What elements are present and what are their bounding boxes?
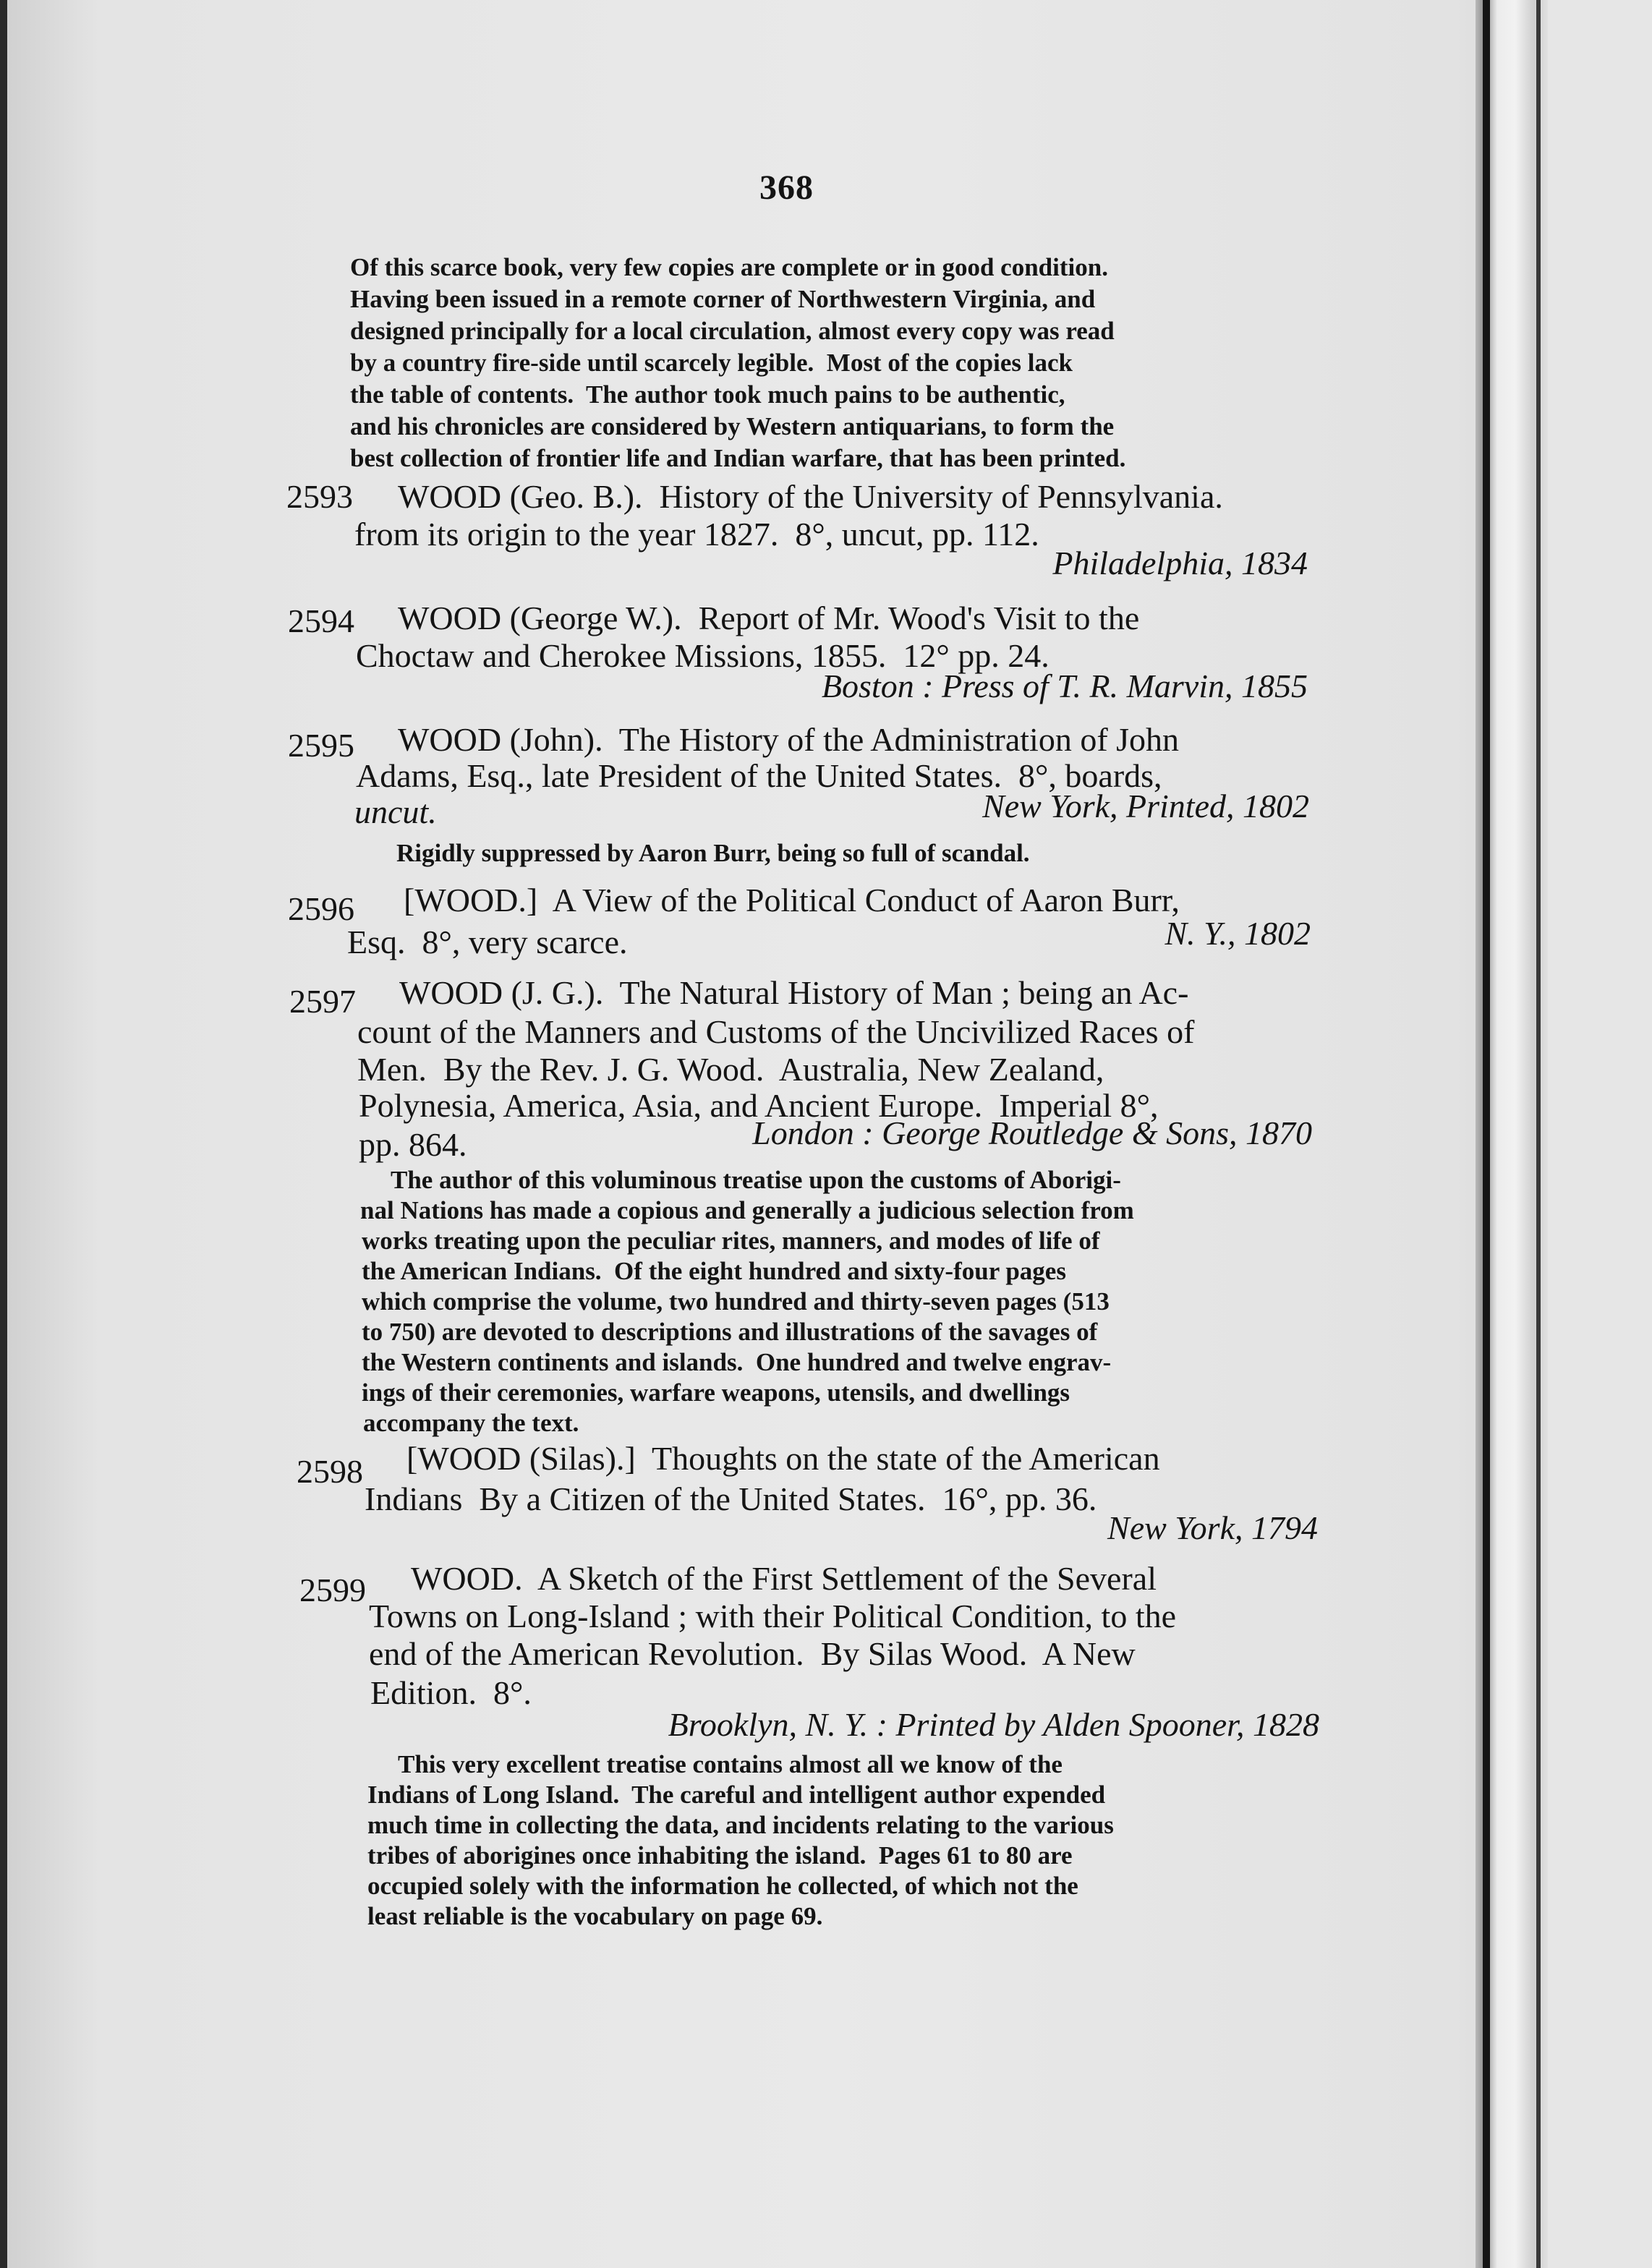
binding-fold-line xyxy=(1483,0,1490,2268)
entry-number: 2596 xyxy=(288,890,354,927)
entry-text-line: count of the Manners and Customs of the Uncivilized Races of xyxy=(357,1013,1195,1050)
entry-number: 2598 xyxy=(297,1453,363,1490)
entry-imprint: New York, Printed, 1802 xyxy=(982,788,1309,824)
entry-text-line: end of the American Revolution. By Silas Wood. A New xyxy=(369,1635,1136,1672)
intro-note-line: Of this scarce book, very few copies are complete or in good condition. xyxy=(350,253,1108,281)
page-edge-left xyxy=(0,0,7,2268)
entry-note-line: the American Indians. Of the eight hundred and sixty-four pages xyxy=(362,1257,1066,1285)
entry-text-line: WOOD. A Sketch of the First Settlement of the Several xyxy=(411,1560,1157,1597)
entry-note-line: Indians of Long Island. The careful and intelligent author expended xyxy=(367,1781,1106,1809)
entry-note-line: nal Nations has made a copious and generally a judicious selection from xyxy=(360,1196,1134,1224)
entry-number: 2594 xyxy=(288,602,354,639)
entry-text-line: WOOD (John). The History of the Administration of John xyxy=(398,721,1180,758)
entry-note-line: occupied solely with the information he collected, of which not the xyxy=(367,1872,1078,1900)
entry-imprint: Philadelphia, 1834 xyxy=(1052,545,1308,581)
entry-text-line: Adams, Esq., late President of the United States. 8°, boards, xyxy=(356,757,1162,794)
entry-note-line: ings of their ceremonies, warfare weapons, utensils, and dwellings xyxy=(362,1378,1070,1407)
entry-imprint: Brooklyn, N. Y. : Printed by Alden Spooner, 1828 xyxy=(668,1706,1319,1743)
entry-number: 2595 xyxy=(288,727,354,764)
entry-note-line: accompany the text. xyxy=(363,1409,579,1437)
entry-note-line: Rigidly suppressed by Aaron Burr, being so full of scandal. xyxy=(396,839,1030,867)
entry-note-line: least reliable is the vocabulary on page 69. xyxy=(367,1902,823,1930)
entry-text-line: Choctaw and Cherokee Missions, 1855. 12° pp. 24. xyxy=(356,637,1049,674)
entry-imprint: Boston : Press of T. R. Marvin, 1855 xyxy=(821,668,1308,704)
entry-note-line: works treating upon the peculiar rites, manners, and modes of life of xyxy=(362,1227,1100,1255)
intro-note-line: the table of contents. The author took much pains to be authentic, xyxy=(350,380,1065,409)
entry-text-line: [WOOD.] A View of the Political Conduct of Aaron Burr, xyxy=(404,882,1180,918)
entry-number: 2597 xyxy=(289,983,356,1020)
entry-note-line: which comprise the volume, two hundred and thirty-seven pages (513 xyxy=(362,1287,1110,1316)
entry-note-line: to 750) are devoted to descriptions and illustrations of the savages of xyxy=(362,1318,1098,1346)
intro-note-line: and his chronicles are considered by Western antiquarians, to form the xyxy=(350,412,1115,440)
intro-note-line: Having been issued in a remote corner of Northwestern Virginia, and xyxy=(350,285,1096,313)
entry-text-line: [WOOD (Silas).] Thoughts on the state of the American xyxy=(406,1440,1160,1477)
entry-text-line: uncut. xyxy=(354,793,437,830)
entry-text-line: WOOD (George W.). Report of Mr. Wood's Visit to the xyxy=(398,600,1140,636)
entry-text-line: from its origin to the year 1827. 8°, uncut, pp. 112. xyxy=(354,516,1039,553)
entry-note-line: much time in collecting the data, and incidents relating to the various xyxy=(367,1811,1114,1839)
entry-number: 2599 xyxy=(299,1572,366,1608)
entry-text-line: Edition. 8°. xyxy=(370,1674,532,1711)
entry-text-line: Towns on Long-Island ; with their Political Condition, to the xyxy=(369,1598,1177,1634)
entry-text-line: WOOD (Geo. B.). History of the University of Pennsylvania. xyxy=(398,478,1223,515)
entry-text-line: Indians By a Citizen of the United States. 16°, pp. 36. xyxy=(365,1480,1097,1517)
intro-note-line: best collection of frontier life and Indian warfare, that has been printed. xyxy=(350,444,1126,472)
entry-imprint: N. Y., 1802 xyxy=(1165,915,1311,952)
entry-text-line: WOOD (J. G.). The Natural History of Man ; being an Ac- xyxy=(399,974,1189,1011)
entry-text-line: Esq. 8°, very scarce. xyxy=(347,924,628,960)
facing-page-edge xyxy=(1548,0,1652,2268)
entry-imprint: New York, 1794 xyxy=(1107,1509,1318,1546)
entry-note-line: tribes of aborigines once inhabiting the island. Pages 61 to 80 are xyxy=(367,1841,1073,1870)
intro-note-line: by a country fire-side until scarcely legible. Most of the copies lack xyxy=(350,349,1073,377)
entry-number: 2593 xyxy=(286,478,353,515)
entry-text-line: Men. By the Rev. J. G. Wood. Australia, New Zealand, xyxy=(357,1051,1104,1088)
entry-note-line: The author of this voluminous treatise upon the customs of Aborigi- xyxy=(391,1166,1121,1194)
entry-note-line: the Western continents and islands. One hundred and twelve engrav- xyxy=(362,1348,1112,1376)
entry-imprint: London : George Routledge & Sons, 1870 xyxy=(752,1114,1312,1151)
entry-text-line: Polynesia, America, Asia, and Ancient Europe. Imperial 8°, xyxy=(359,1087,1159,1124)
intro-note-line: designed principally for a local circulation, almost every copy was read xyxy=(350,317,1115,345)
entry-text-line: pp. 864. xyxy=(359,1126,467,1163)
entry-note-line: This very excellent treatise contains almost all we know of the xyxy=(398,1750,1063,1778)
page-number: 368 xyxy=(759,169,814,207)
binding-fold-line-secondary xyxy=(1536,0,1541,2268)
